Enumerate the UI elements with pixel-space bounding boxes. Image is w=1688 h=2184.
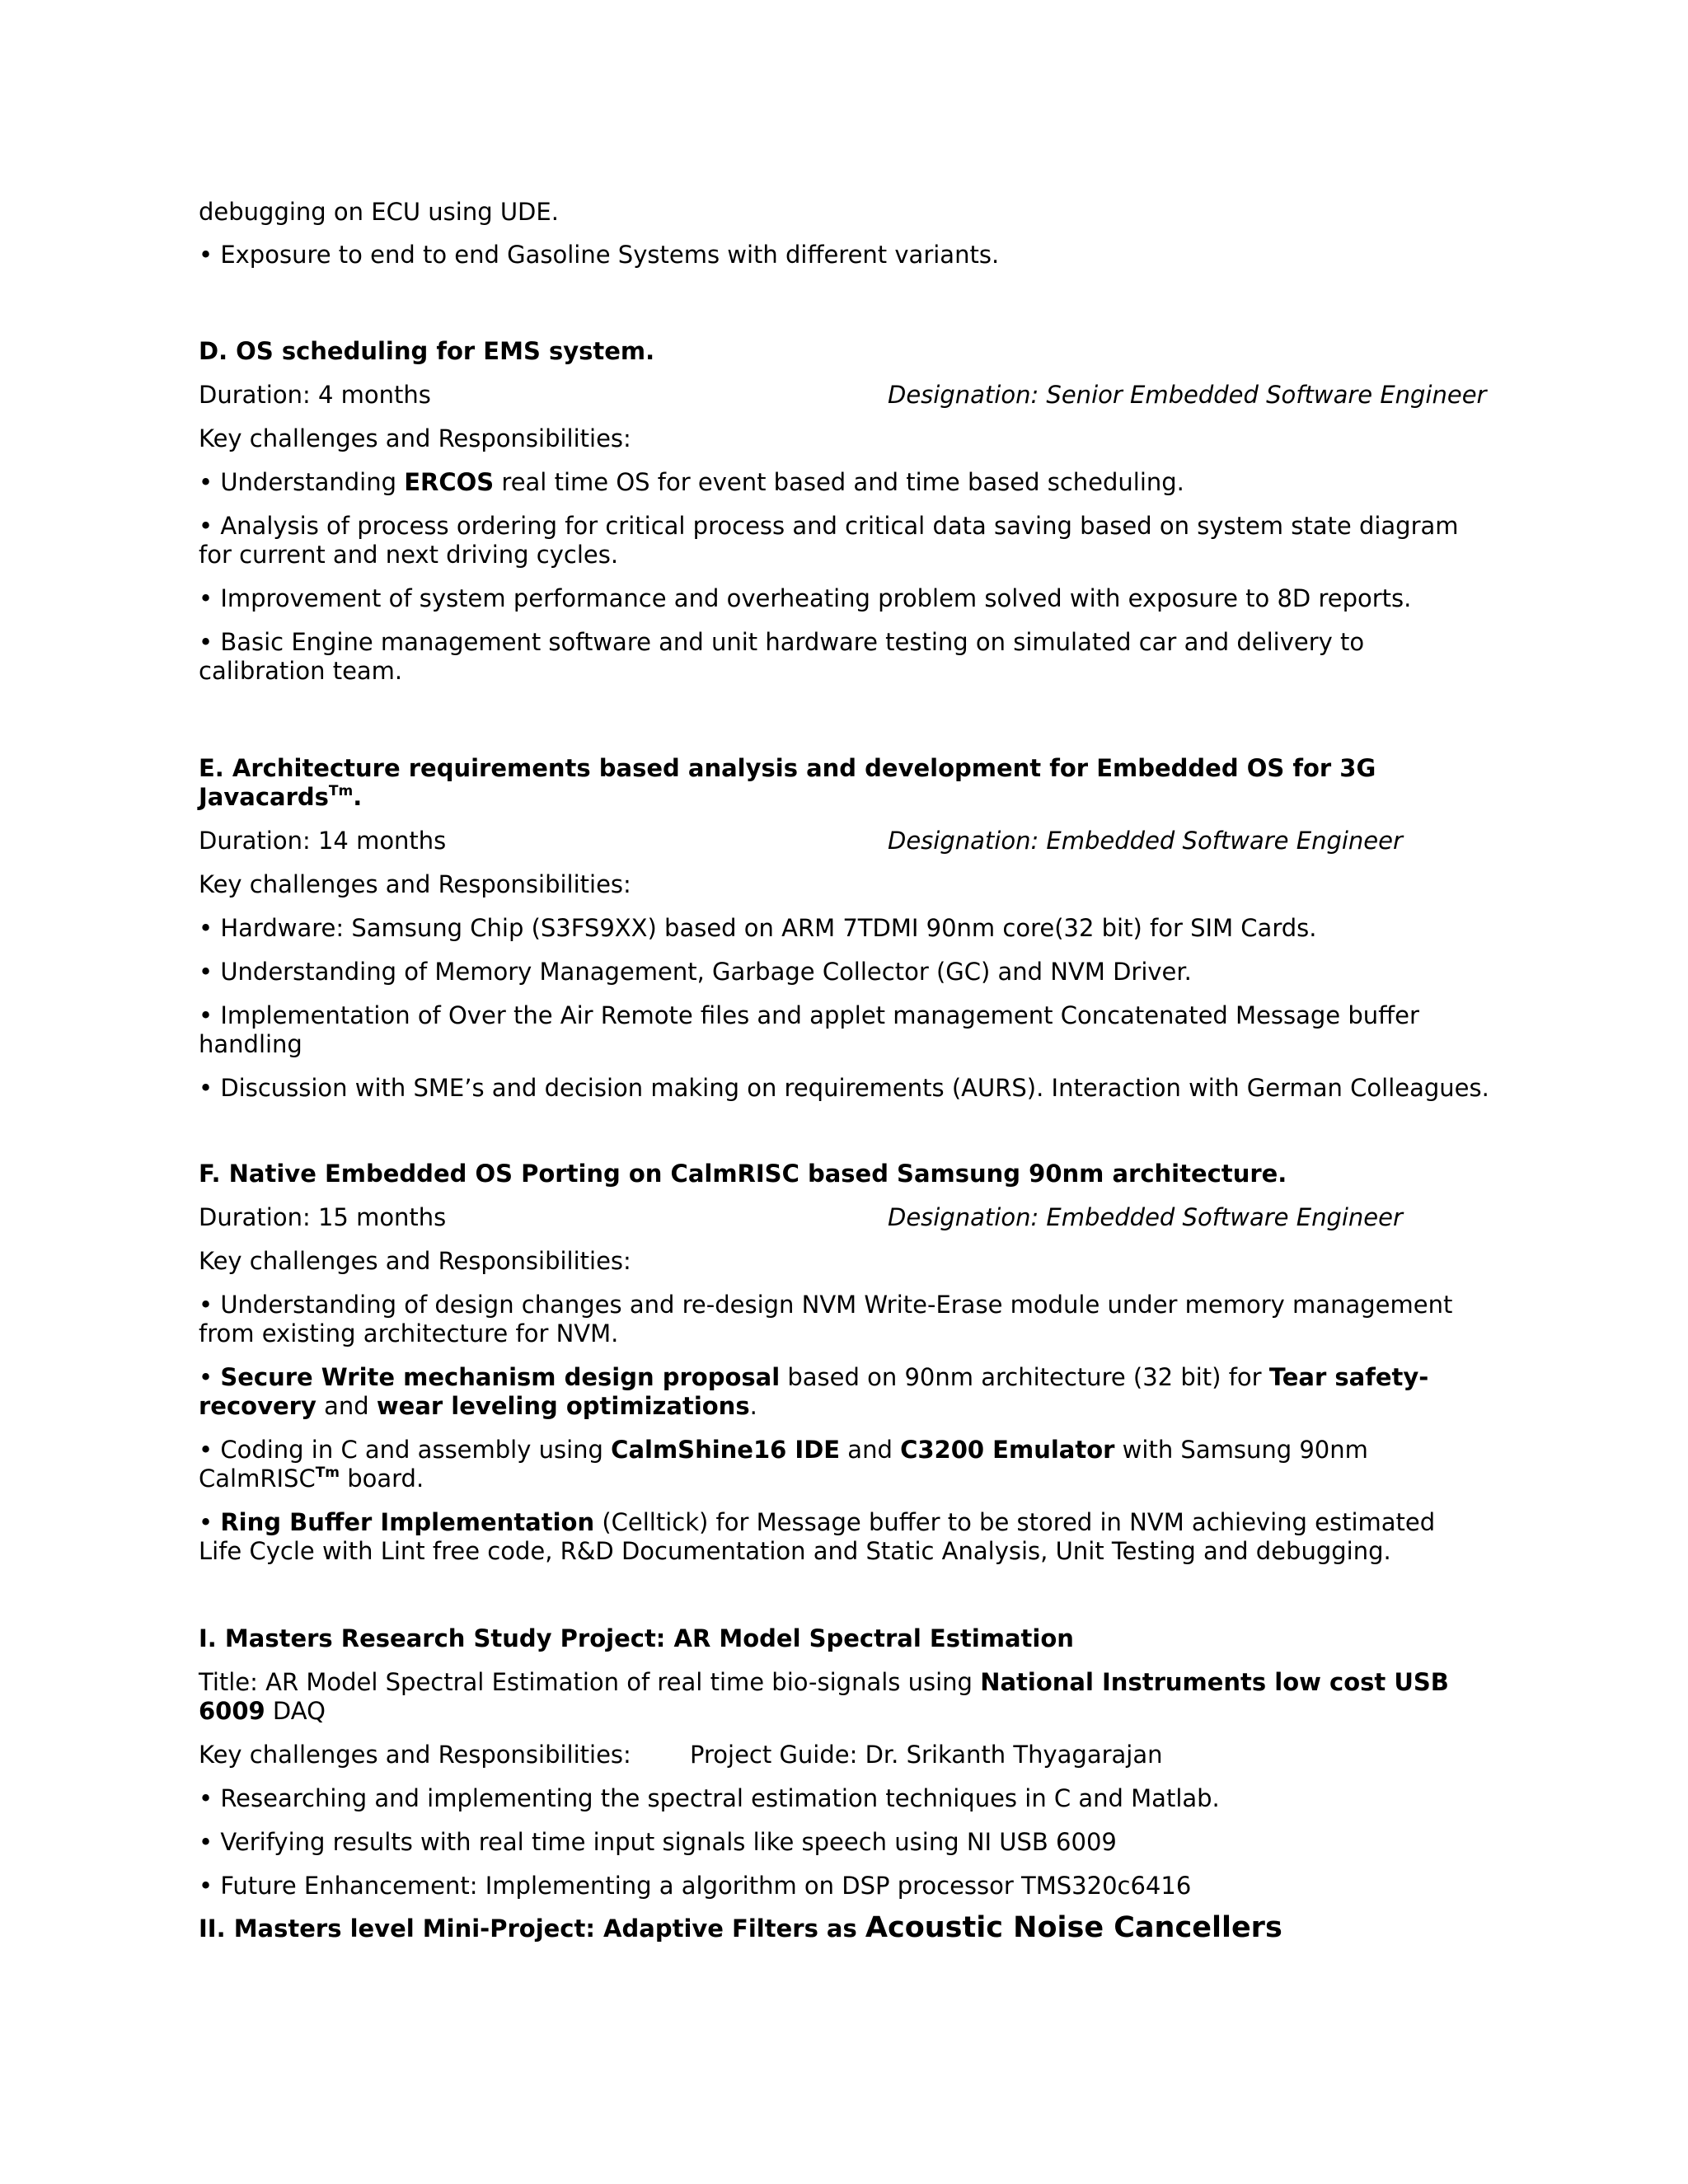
designation-text: Designation: Senior Embedded Software Engineer [888, 381, 1487, 409]
bullet-item: • Understanding of Memory Management, Garbage Collector (GC) and NVM Driver. [199, 958, 1192, 986]
bullet-item: • Verifying results with real time input signals like speech using NI USB 6009 [199, 1828, 1117, 1856]
bullet-text: and [316, 1392, 377, 1420]
bullet-item [199, 468, 1184, 497]
bullet-item: • Understanding of design changes and re-design NVM Write-Erase module under memory management from existing architecture for NVM. [199, 1291, 1453, 1347]
designation-text: Designation: Embedded Software Engineer [888, 1203, 1403, 1231]
key-challenges-label: Key challenges and Responsibilities: [199, 870, 631, 898]
trademark-sup: Tm [315, 1465, 340, 1481]
bullet-text: • [199, 1508, 221, 1536]
bullet-item: • Exposure to end to end Gasoline Systems with different variants. [199, 241, 1000, 269]
bullet-text: • Coding in C and assembly using [199, 1436, 612, 1464]
bullet-text: board. [340, 1465, 424, 1493]
bullet-item: • Researching and implementing the spectral estimation techniques in C and Matlab. [199, 1784, 1220, 1812]
key-challenges-label: Key challenges and Responsibilities: [199, 1741, 631, 1769]
bullet-text: real time OS for event based and time based scheduling. [494, 468, 1184, 496]
bullet-bold-text: ERCOS [404, 468, 495, 496]
bullet-text: . [749, 1392, 757, 1420]
bullet-item: • Hardware: Samsung Chip (S3FS9XX) based on ARM 7TDMI 90nm core(32 bit) for SIM Cards. [199, 914, 1317, 942]
heading-text: II. Masters level Mini-Project: Adaptive Filters as [199, 1915, 865, 1943]
section-e-heading [199, 754, 1484, 812]
bullet-item [199, 1508, 1484, 1566]
designation-text: Designation: Embedded Software Engineer [888, 827, 1403, 855]
bullet-item: • Implementation of Over the Air Remote files and applet management Concatenated Message buffer handling [199, 1001, 1419, 1058]
title-text: DAQ [265, 1697, 326, 1725]
bullet-bold-text: Ring Buffer Implementation [220, 1508, 595, 1536]
duration-text: Duration: 14 months [199, 827, 447, 855]
duration-text: Duration: 4 months [199, 381, 431, 409]
intro-line: debugging on ECU using UDE. [199, 198, 559, 226]
bullet-item [199, 1436, 1484, 1493]
bullet-bold-text: Tear safety-recovery [199, 1363, 1429, 1420]
project-title-text [199, 1668, 1484, 1726]
bullet-item: • Basic Engine management software and unit hardware testing on simulated car and delivery to calibration team. [199, 628, 1365, 685]
bullet-item [199, 1363, 1484, 1421]
trademark-sup: Tm [328, 783, 354, 799]
section-d-heading: D. OS scheduling for EMS system. [199, 337, 655, 365]
key-challenges-label: Key challenges and Responsibilities: [199, 424, 631, 452]
bullet-item: • Analysis of process ordering for critical process and critical data saving based on system state diagram for current and next driving cycles. [199, 512, 1459, 569]
section-i-heading: I. Masters Research Study Project: AR Model Spectral Estimation [199, 1624, 1074, 1652]
bullet-bold-text: wear leveling optimizations [376, 1392, 750, 1420]
duration-text: Duration: 15 months [199, 1203, 447, 1231]
project-guide-text: Project Guide: Dr. Srikanth Thyagarajan [690, 1741, 1163, 1769]
section-f-heading: F. Native Embedded OS Porting on CalmRISC based Samsung 90nm architecture. [199, 1160, 1287, 1188]
bullet-bold-text: CalmShine16 IDE [611, 1436, 841, 1464]
bullet-text: • Understanding [199, 468, 405, 496]
bullet-bold-text: Secure Write mechanism design proposal [220, 1363, 781, 1391]
bullet-item: • Discussion with SME’s and decision making on requirements (AURS). Interaction with German Colleagues. [199, 1074, 1489, 1102]
title-text: Title: AR Model Spectral Estimation of real time bio-signals using [199, 1668, 981, 1696]
bullet-item: • Future Enhancement: Implementing a algorithm on DSP processor TMS320c6416 [199, 1872, 1192, 1900]
bullet-text: (Celltick) for Message buffer to be stored in NVM achieving estimated Life Cycle with Lint free code, R&D Documentation and Static Analysis, Unit Testing and debugging. [199, 1508, 1436, 1565]
section-ii-heading [199, 1911, 1282, 1944]
bullet-text: with Samsung 90nm CalmRISC [199, 1436, 1368, 1493]
heading-text: E. Architecture requirements based analysis and development for Embedded OS for 3G Javacards [199, 754, 1376, 811]
key-challenges-label: Key challenges and Responsibilities: [199, 1247, 631, 1275]
heading-text: . [353, 783, 363, 811]
bullet-text: based on 90nm architecture (32 bit) for [780, 1363, 1269, 1391]
heading-large-text: Acoustic Noise Cancellers [865, 1911, 1282, 1944]
bullet-item: • Improvement of system performance and overheating problem solved with exposure to 8D reports. [199, 584, 1412, 612]
bullet-bold-text: C3200 Emulator [900, 1436, 1115, 1464]
bullet-text: • [199, 1363, 221, 1391]
title-bold-text: National Instruments low cost USB 6009 [199, 1668, 1449, 1725]
bullet-text: and [840, 1436, 901, 1464]
